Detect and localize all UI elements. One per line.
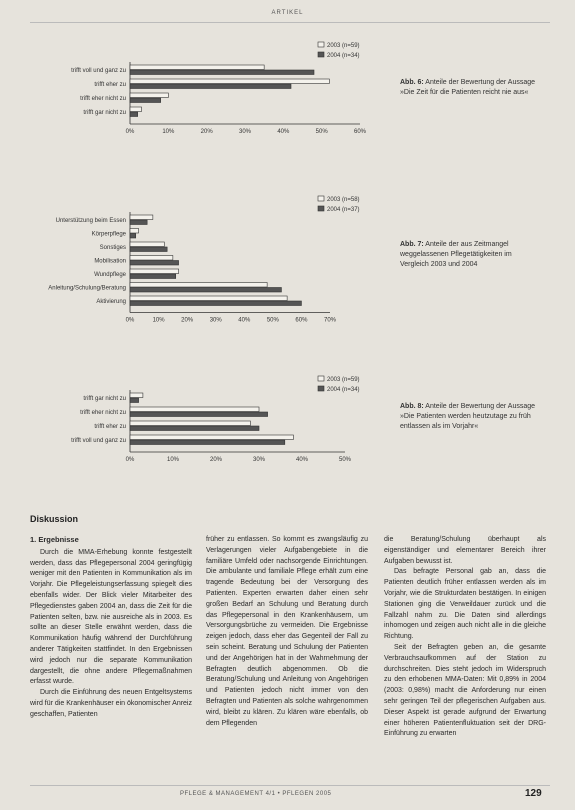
running-head: ARTIKEL bbox=[271, 10, 304, 16]
x-tick-label: 30% bbox=[238, 129, 252, 135]
bar bbox=[130, 412, 268, 417]
bar bbox=[130, 242, 164, 247]
bar bbox=[130, 65, 264, 70]
x-tick-label: 60% bbox=[295, 317, 308, 324]
legend-label: 2003 (n=58) bbox=[327, 197, 360, 203]
x-tick-label: 0% bbox=[125, 317, 135, 324]
bar bbox=[130, 301, 301, 306]
legend-label: 2004 (n=34) bbox=[327, 53, 360, 59]
category-label: Mobilisation bbox=[94, 258, 126, 265]
x-tick-label: 10% bbox=[166, 457, 180, 463]
paragraph: Durch die MMA-Erhebung konnte festgestellt werden, dass das Pflegepersonal 2004 geringfügig weniger mit den Patienten in Kommunikation als im Vorjahr. Die Pflegeleistungserfassung spiegelt dies ebenfalls wider. Der Blick vieler Mitarbeiter des Pflegedienstes gaben 2004 an, dass die Zeit für die Patienten selten, bzw. nie ausreiche als in 2003. Es sollte an dieser Stelle erwähnt werden, dass die Kommunikation häufig während der Durchführung anderer Tätigkeiten stattfindet. In den Ergebnissen wird jedoch nur die separate Kommunikation dargestellt, die ohne andere Pflegemaßnahmen erfasst wurde. bbox=[30, 548, 192, 686]
x-tick-label: 50% bbox=[338, 457, 352, 463]
paragraph: Das befragte Personal gab an, dass die Patienten deutlich früher entlassen werden als im Vorjahr, wie die Strukturdaten bestätigen. In einigen Stationen ging die Verweildauer zurück und die Fallzahl nahm zu. Die Daten sind allerdings inhomogen und zeigen auch nicht alle in die gleiche Richtung. bbox=[384, 568, 546, 641]
bar bbox=[130, 407, 259, 412]
section-title: Diskussion bbox=[30, 514, 79, 524]
category-label: trifft eher nicht zu bbox=[80, 410, 126, 416]
x-tick-label: 20% bbox=[209, 457, 223, 463]
bar bbox=[130, 261, 179, 266]
paragraph: Seit der Befragten geben an, die gesamte Verbrauchsaufkommen auf der Station zu durchschreiten. Dies steht jedoch im Widerspruch zu den erhobenen MMA-Daten: Mit 0,89% in 2004 (2003: 0,98%) macht die Anforderung nur einen sehr geringen Teil der pflegerischen Aufgaben aus. Dieser Aspekt ist gerade aufgrund der Erwartung einer höheren Patientenfluktuation seit der DRG-Einführung zu erwarten bbox=[384, 643, 546, 738]
figure-8-caption-label: Abb. 8: bbox=[400, 403, 424, 410]
text-column-3 bbox=[384, 535, 546, 740]
x-tick-label: 30% bbox=[252, 457, 266, 463]
legend-swatch bbox=[318, 52, 324, 57]
paragraph: die Beratung/Schulung überhaupt als eigenständiger und elementarer Bereich ihrer Aufgaben bewusst ist. bbox=[384, 536, 546, 565]
category-label: Aktivierung bbox=[96, 299, 126, 305]
x-tick-label: 60% bbox=[353, 129, 367, 135]
subsection-heading: 1. Ergebnisse bbox=[30, 535, 79, 544]
x-tick-label: 70% bbox=[323, 317, 337, 324]
x-tick-label: 40% bbox=[277, 129, 290, 135]
bar bbox=[130, 393, 143, 398]
x-tick-label: 0% bbox=[125, 457, 135, 463]
bar bbox=[130, 79, 329, 84]
bar bbox=[130, 435, 293, 440]
x-tick-label: 50% bbox=[315, 129, 328, 135]
footer-rule bbox=[30, 785, 550, 786]
bar bbox=[130, 98, 161, 103]
x-tick-label: 0% bbox=[125, 129, 135, 135]
fig7-plot bbox=[48, 196, 359, 324]
x-tick-label: 40% bbox=[295, 457, 309, 463]
legend-swatch bbox=[318, 376, 324, 381]
x-tick-label: 40% bbox=[238, 317, 251, 324]
bar bbox=[130, 283, 267, 288]
bar bbox=[130, 234, 136, 239]
figure-6-chart bbox=[0, 36, 400, 156]
bar bbox=[130, 269, 179, 274]
fig6-plot bbox=[71, 42, 367, 135]
bar bbox=[130, 70, 314, 75]
bar bbox=[130, 112, 138, 117]
x-tick-label: 10% bbox=[152, 317, 165, 324]
footer-text: PFLEGE & MANAGEMENT 4/1 • PFLEGEN 2005 bbox=[180, 791, 332, 797]
figure-7-chart bbox=[0, 190, 400, 330]
category-label: trifft voll und ganz zu bbox=[71, 68, 126, 74]
fig8-plot bbox=[71, 376, 359, 463]
figure-6-caption bbox=[400, 78, 540, 98]
category-label: Wundpflege bbox=[94, 272, 126, 278]
bar bbox=[130, 256, 173, 261]
figure-8-chart bbox=[0, 370, 400, 470]
category-label: trifft eher zu bbox=[94, 82, 126, 88]
legend-label: 2004 (n=34) bbox=[327, 387, 360, 393]
legend-swatch bbox=[318, 196, 324, 201]
category-label: Sonstiges bbox=[99, 245, 126, 251]
legend-swatch bbox=[318, 206, 324, 211]
bar bbox=[130, 288, 281, 293]
text-column-1 bbox=[30, 535, 192, 721]
legend-label: 2003 (n=59) bbox=[327, 43, 360, 49]
x-tick-label: 20% bbox=[200, 129, 213, 135]
figure-8-caption-text: Anteile der Bewertung der Aussage »Die Patienten werden heutzutage zu früh entlassen als im Vorjahr« bbox=[400, 403, 536, 430]
x-tick-label: 20% bbox=[181, 317, 194, 324]
bar bbox=[130, 220, 147, 225]
category-label: trifft eher zu bbox=[94, 424, 126, 430]
bar bbox=[130, 229, 139, 234]
figure-6-caption-text: Anteile der Bewertung der Aussage »Die Zeit für die Patienten reicht nie aus« bbox=[400, 79, 536, 96]
category-label: Anleitung/Schulung/Beratung bbox=[48, 285, 126, 292]
category-label: trifft gar nicht zu bbox=[83, 110, 126, 116]
paragraph: früher zu entlassen. So kommt es zwangsläufig zu Verlagerungen vieler Aufgabengebiete in die familiäre Umfeld oder nachsorgende Einrichtungen. Die ambulante und familiale Pflege erhält zum eine tragende Bedeutung bei der Versorgung des Patienten. Experten erwarten daher einen sehr großen Bedarf an Schulung und Beratung durch das Pflegepersonal in den Krankenhäusern, um Versorgungsbrüche zu vermeiden. Die Ergebnisse zeigen jedoch, dass eher das Gegenteil der Fall zu sein scheint. Beratung und Schulung der Patienten und der Angehörigen hat in der Wahrnehmung der Befragten deutlich abgenommen. Ob die Beratung/Schulung und Anleitung von Angehörigen und Patienten jedoch nicht immer von den Befragten und Patienten als solche wahrgenommen wird, bleibt zu klären. Zu klären wäre ebenfalls, ob dem Pflegenden bbox=[206, 536, 368, 727]
bar bbox=[130, 440, 285, 445]
x-tick-label: 50% bbox=[266, 317, 279, 324]
bar bbox=[130, 93, 168, 98]
legend-swatch bbox=[318, 386, 324, 391]
category-label: trifft voll und ganz zu bbox=[71, 438, 126, 444]
legend-label: 2003 (n=59) bbox=[327, 377, 360, 383]
bar bbox=[130, 84, 291, 89]
category-label: trifft gar nicht zu bbox=[83, 396, 126, 402]
figure-8-caption bbox=[400, 402, 540, 432]
text-column-2 bbox=[206, 535, 368, 729]
bar bbox=[130, 296, 287, 301]
legend-swatch bbox=[318, 42, 324, 47]
bar bbox=[130, 421, 250, 426]
category-label: Unterstützung beim Essen bbox=[55, 218, 126, 224]
bar bbox=[130, 398, 139, 403]
figure-7-caption-label: Abb. 7: bbox=[400, 241, 424, 248]
page-number: 129 bbox=[525, 788, 542, 799]
figure-7-caption bbox=[400, 240, 540, 270]
bar bbox=[130, 274, 176, 279]
bar bbox=[130, 247, 167, 252]
bar bbox=[130, 215, 153, 220]
category-label: trifft eher nicht zu bbox=[80, 96, 126, 102]
legend-label: 2004 (n=37) bbox=[327, 207, 360, 213]
bar bbox=[130, 426, 259, 431]
figure-7-caption-text: Anteile der aus Zeitmangel weggelassenen Pflegetätigkeiten im Vergleich 2003 und 2004 bbox=[400, 241, 512, 268]
figure-6-caption-label: Abb. 6: bbox=[400, 79, 424, 86]
bar bbox=[130, 107, 142, 112]
paragraph: Durch die Einführung des neuen Entgeltsystems wird für die Krankenhäuser ein ökonomischer Anreiz geschaffen, Patienten bbox=[30, 689, 192, 718]
x-tick-label: 30% bbox=[209, 317, 222, 324]
category-label: Körperpflege bbox=[91, 231, 126, 238]
header-rule bbox=[30, 22, 550, 23]
x-tick-label: 10% bbox=[162, 129, 175, 135]
